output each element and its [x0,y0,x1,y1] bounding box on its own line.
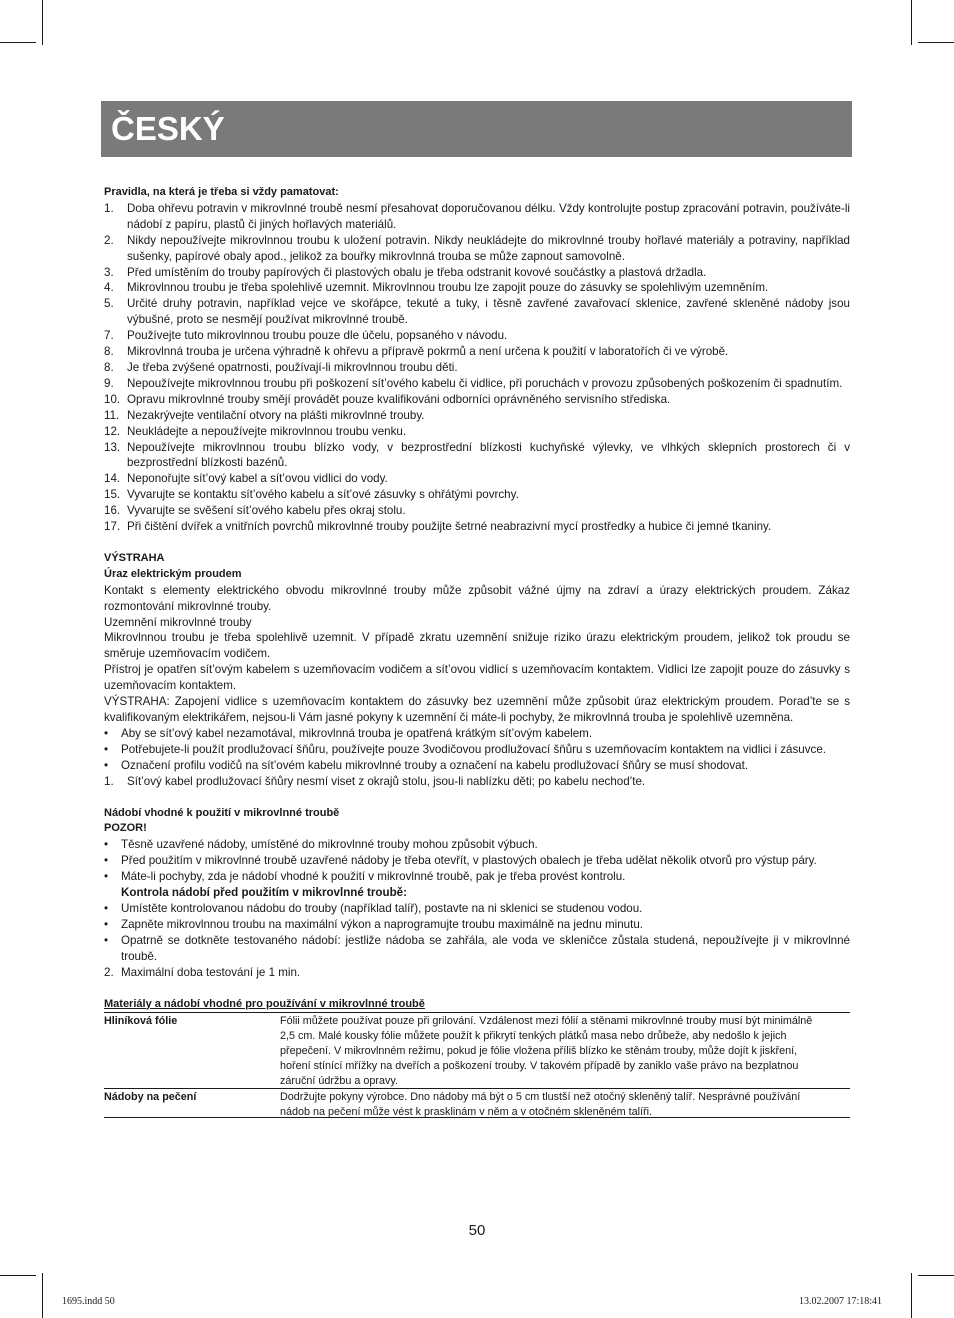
footer-file-info: 1695.indd 50 [62,1296,115,1307]
list-number: 11. [104,408,120,422]
crop-mark [0,42,36,43]
document-body [104,185,850,1118]
list-number: 7. [104,329,114,343]
materials-table-title: Materiály a nádobí vhodné pro používání v mikrovlnné troubě [104,997,425,1010]
bullet-icon: • [104,901,109,915]
warning-subheading: Úraz elektrickým proudem [104,567,242,580]
list-number: 12. [104,424,121,438]
crop-mark [918,42,954,43]
paragraph: Mikrovlnnou troubu je třeba spolehlivě uzemnit. V případě zkratu uzemnění snižuje riziko úrazu elektrickým proudem, jelikož tok proudu se směruje uzemňovacím vodičem. [104,631,850,661]
list-item [104,917,850,933]
list-item [104,519,850,535]
bullet-icon: • [104,870,109,884]
bullet-icon: • [104,758,109,772]
list-number: 8. [104,360,114,374]
list-item [104,424,850,440]
list-item [104,344,850,360]
list-text: Aby se sít’ový kabel nezamotával, mikrovlnná trouba je opatřená krátkým sít’ovým kabelem. [121,726,593,740]
list-text: Je třeba zvýšené opatrnosti, používají-li mikrovlnnou troubu děti. [127,360,458,374]
list-text: Doba ohřevu potravin v mikrovlnné troubě nesmí přesahovat doporučovanou délku. Vždy kontrolujte postup zpracování potravin, používáte-li nádobí z papíru, plastů či jiných hořlavých materiálů. [127,201,850,231]
list-text: Umístěte kontrolovanou nádobu do trouby (například talíř), postavte na ni sklenici se studenou vodou. [121,901,643,915]
cookware-heading: Nádobí vhodné k použití v mikrovlnné troubě [104,806,340,819]
list-item [104,440,850,472]
crop-mark [42,0,43,45]
list-text: Mikrovlnná trouba je určena výhradně k ohřevu a přípravě pokrmů a není určena k použití v laboratořích či ve výrobě. [127,345,729,359]
list-text: Používejte tuto mikrovlnnou troubu pouze dle účelu, popsaného v návodu. [127,329,508,343]
list-number: 9. [104,376,114,390]
list-item [104,392,850,408]
list-item [104,837,850,853]
attention-label: POZOR! [104,822,147,835]
warning-heading: VÝSTRAHA [104,551,165,564]
list-item [104,742,850,758]
crop-mark [911,1273,912,1318]
list-number: 16. [104,504,121,518]
list-text: Nikdy nepoužívejte mikrovlnnou troubu k uložení potravin. Nikdy neukládejte do mikrovlnné trouby hořlavé materiály a potraviny, například sušenky, papírové obaly apod., jelikož za bouřky mikrovlnná trouba se může zapnout samovolně. [127,233,850,263]
list-item [104,487,850,503]
table-cell-material: Hliníková fólie [104,1015,178,1028]
crop-mark [42,1273,43,1318]
page-title: ČESKÝ [111,110,225,147]
list-text: Při čištění dvířek a vnitřních povrchů mikrovlnné trouby použijte šetrné neabrazivní mycí prostředky a hubice či jemné tkaniny. [127,520,772,534]
table-cell-material: Nádoby na pečení [104,1091,197,1104]
list-text: Nezakrývejte ventilační otvory na plášti mikrovlnné trouby. [127,408,425,422]
list-item [104,471,850,487]
list-item [104,933,850,965]
list-number: 13. [104,440,121,454]
table-row [104,1089,850,1118]
list-item [104,965,850,981]
list-text: Sít’ový kabel prodlužovací šňůry nesmí viset z okrajů stolu, jsou-li nablízku děti; po kabelu nechod’te. [127,774,646,788]
list-item [104,265,850,281]
table-cell-description: Dodržujte pokyny výrobce. Dno nádoby má být o 5 cm tlustší než otočný skleněný talíř. Nesprávné používání nádob na pečení může vést k prasklinám v něm a v otočném skleněném talíři. [280,1091,801,1119]
list-text: Nepoužívejte mikrovlnnou troubu při poškození sít’ového kabelu či vidlice, při poruchách v provozu způsobených poškozením či spadnutím. [127,376,843,390]
paragraph: Uzemnění mikrovlnné trouby [104,615,252,629]
list-number: 10. [104,392,121,406]
paragraph: VÝSTRAHA: Zapojení vidlice s uzemňovacím kontaktem do zásuvky bez uzemnění může způsobit úraz elektrickým proudem. Porad’te se s kvalifikovaným elektrikářem, nejsou-li Vám jasné pokyny k uzemnění či máte-li pochyby, že mikrovlnná trouba je spolehlivě uzemněna. [104,695,850,724]
list-text: Těsně uzavřené nádoby, umístěné do mikrovlnné trouby mohou způsobit výbuch. [121,838,538,852]
list-item [104,296,850,328]
crop-mark [0,1275,36,1276]
paragraph: Kontakt s elementy elektrického obvodu mikrovlnné trouby může způsobit vážné újmy na zdraví a úrazy elektrických proudem. Zákaz rozmontování mikrovlnné trouby. [104,583,850,613]
table-row [104,1013,850,1089]
bullet-icon: • [104,838,109,852]
list-number: 4. [104,281,114,295]
list-item [104,360,850,376]
bullet-icon: • [104,742,109,756]
list-item [104,280,850,296]
rules-heading: Pravidla, na která je třeba si vždy pamatovat: [104,186,339,198]
check-bullets [104,901,850,965]
list-text: Vyvarujte se svěšení sít’ového kabelu přes okraj stolu. [127,504,406,518]
list-text: Opravu mikrovlnné trouby smějí provádět pouze kvalifikováni odborníci oprávněného servisního střediska. [127,392,671,406]
list-item [104,376,850,392]
crop-mark [911,0,912,45]
paragraph: Přístroj je opatřen sít’ovým kabelem s uzemňovacím vodičem a sít’ovou vidlicí s uzemňovacím kontaktem. Vidlici lze zapojit pouze do zásuvky s uzemňovacím kontaktem. [104,663,850,693]
list-text: Potřebujete-li použít prodlužovací šňůru, používejte pouze 3vodičovou prodlužovací šňůru s uzemňovacím kontaktem na vidlici i zásuvce. [121,742,827,756]
list-text: Neponořujte sít’ový kabel a sít’ovou vidlici do vody. [127,472,388,486]
materials-table [104,1012,850,1118]
list-item [104,233,850,265]
list-item [104,901,850,917]
list-number: 17. [104,520,121,534]
list-number: 8. [104,345,114,359]
list-item [104,328,850,344]
cookware-bullets [104,837,850,885]
list-text: Opatrně se dotkněte testovaného nádobí: jestliže nádoba se zahřála, ale voda ve skleničce zůstala studená, nepoužívejte ji v mikrovlnné troubě. [121,933,850,963]
list-item [104,758,850,774]
list-item [104,503,850,519]
list-item [104,201,850,233]
list-number: 14. [104,472,121,486]
list-text: Maximální doba testování je 1 min. [121,965,301,979]
list-item [104,853,850,869]
list-item [104,726,850,742]
list-text: Zapněte mikrovlnnou troubu na maximální výkon a naprogramujte troubu maximálně na jednu minutu. [121,917,644,931]
list-text: Máte-li pochyby, zda je nádobí vhodné k použití v mikrovlnné troubě, pak je třeba provést kontrolu. [121,870,626,884]
language-banner [101,101,852,157]
list-text: Určité druhy potravin, například vejce ve skořápce, tekuté a tuky, i těsně zavřené zavařovací sklenice, zavřené skleněné nádoby jsou výbušné, proto se nesmějí používat mikrovlnné troubě. [127,297,850,327]
list-number: 2. [104,965,114,979]
list-item [104,408,850,424]
crop-mark [918,1275,954,1276]
list-number: 2. [104,233,114,247]
page-number: 50 [468,1222,486,1239]
warning-bullets [104,726,850,774]
rules-list [104,201,850,535]
list-text: Nepoužívejte mikrovlnnou troubu blízko vody, v bezprostřední blízkosti kuchyňské výlevky, ve vlhkých sklepních prostorech či v bezprostřední blízkosti bazénů. [127,440,850,470]
list-number: 15. [104,488,121,502]
list-text: Neukládejte a nepoužívejte mikrovlnnou troubu venku. [127,424,407,438]
list-number: 3. [104,265,114,279]
bullet-icon: • [104,854,109,868]
list-text: Před umístěním do trouby papírových či plastových obalu je třeba odstranit kovové součástky a plastová držadla. [127,265,707,279]
check-heading: Kontrola nádobí před použitím v mikrovlnné troubě: [121,886,407,900]
list-text: Mikrovlnnou troubu je třeba spolehlivě uzemnit. Mikrovlnnou troubu lze zapojit pouze do zásuvky se spolehlivým uzemněním. [127,281,769,295]
bullet-icon: • [104,726,109,740]
list-number: 1. [104,201,114,215]
footer-timestamp: 13.02.2007 17:18:41 [798,1296,882,1307]
list-item [104,869,850,885]
bullet-icon: • [104,917,109,931]
table-cell-description: Fólii můžete používat pouze při grilování. Vzdálenost mezi fólií a stěnami mikrovlnné trouby musí být minimálně 2,5 cm. Malé kousky fólie můžete použít k přikrytí tenkých plátků masa nebo drůbeže, aby nedošlo k jejich přepečení. V mikrovlnném režimu, pokud je fólie vložena příliš blízko ke stěnám trouby, může dojít k jiskření, hoření stínící mřížky na dveřích a poškození trouby. V takovém případě by zaniklo vaše právo na bezplatnou záruční údržbu a opravy. [280,1015,813,1088]
list-text: Označení profilu vodičů na sít’ovém kabelu mikrovlnné trouby a označení na kabelu prodlužovací šňůry se musí shodovat. [121,758,749,772]
list-item [104,774,850,790]
list-text: Vyvarujte se kontaktu sít’ového kabelu a sít’ové zásuvky s ohřátými povrchy. [127,488,519,502]
list-number: 1. [104,774,114,788]
list-text: Před použitím v mikrovlnné troubě uzavřené nádoby je třeba otevřít, v plastových obalech je třeba udělat několik otvorů pro výstup páry. [121,854,817,868]
list-number: 5. [104,297,114,311]
bullet-icon: • [104,933,109,947]
